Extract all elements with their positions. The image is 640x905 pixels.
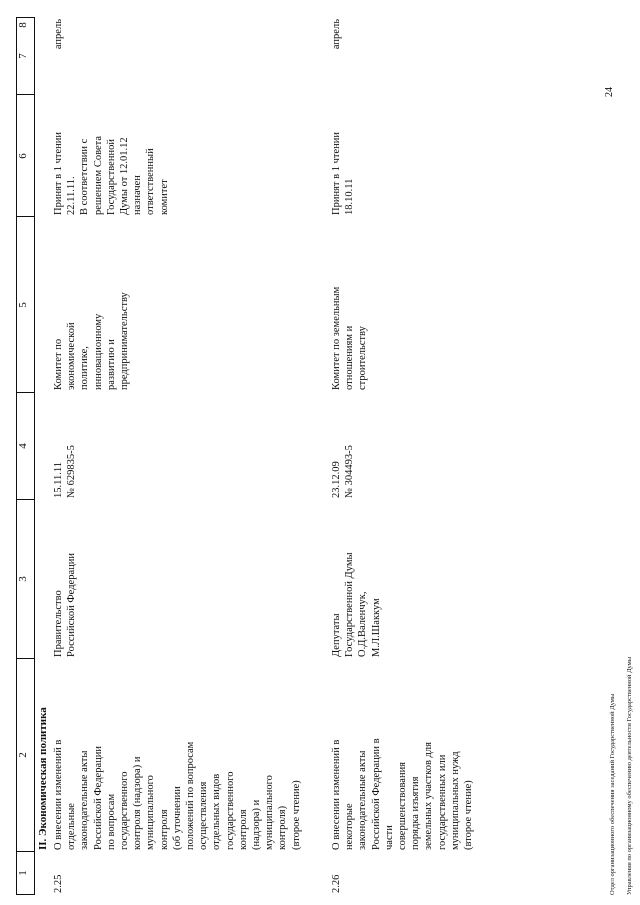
column-number: 7 bbox=[17, 53, 29, 59]
bill-title: О внесении изменений в некоторые законодательные акты Российской Федерации в части совершенствования порядка изъятия земельных участков для государственных или муниципальных нужд (второе чтение) bbox=[331, 738, 475, 850]
column-number: 4 bbox=[17, 443, 29, 449]
col-divider bbox=[16, 392, 34, 393]
column-number: 2 bbox=[17, 752, 29, 758]
column-number: 3 bbox=[17, 576, 29, 582]
row-number: 2.26 bbox=[331, 874, 342, 893]
section-title: II. Экономическая политика bbox=[37, 707, 49, 850]
responsible-committee: Комитет по экономической политике, инновационному развитию и предпринимательству bbox=[53, 292, 131, 390]
bill-registration: 15.11.11 № 629835-5 bbox=[53, 445, 78, 498]
col-divider bbox=[16, 499, 34, 500]
col-divider bbox=[16, 851, 34, 852]
page-number: 24 bbox=[604, 87, 615, 97]
responsible-committee: Комитет по земельным отношениям и строительству bbox=[331, 286, 369, 390]
bill-status: Принят в 1 чтении 22.11.11. В соответствии с решением Совета Государственной Думы от 12.01.12 назначен ответственный комитет bbox=[53, 132, 170, 215]
col-divider bbox=[16, 216, 34, 217]
row-number: 2.25 bbox=[53, 874, 64, 893]
column-number: 8 bbox=[17, 22, 29, 28]
col-divider bbox=[16, 94, 34, 95]
bill-status: Принят в 1 чтении 18.10.11 bbox=[331, 132, 356, 215]
bill-initiator: Правительство Российской Федерации bbox=[53, 553, 78, 657]
column-number: 5 bbox=[17, 302, 29, 308]
bill-initiator: Депутаты Государственной Думы О.Д.Валенчук, М.Л.Шаккум bbox=[331, 552, 382, 657]
column-number: 1 bbox=[17, 870, 29, 876]
planned-month: апрель bbox=[53, 19, 64, 50]
bill-registration: 23.12.09 № 304493-5 bbox=[331, 445, 356, 498]
footer-line-2: Управления по организационному обеспечению деятельности Государственной Думы bbox=[625, 656, 633, 895]
column-number: 6 bbox=[17, 153, 29, 159]
planned-month: апрель bbox=[331, 19, 342, 50]
footer-line-1: Отдел организационного обеспечения заседаний Государственной Думы bbox=[608, 693, 616, 895]
col-divider bbox=[16, 658, 34, 659]
footer-department bbox=[600, 295, 640, 895]
col-divider bbox=[16, 894, 34, 895]
header-bottom-border bbox=[34, 17, 35, 895]
bill-title: О внесении изменений в отдельные законодательные акты Российской Федерации по вопросам государственного контроля (надзора) и муниципального контроля (об уточнении положений по вопросам осуществления отдельных видов государственного контроля (надзора) и муниципального контроля) (второе чтение) bbox=[53, 739, 302, 850]
